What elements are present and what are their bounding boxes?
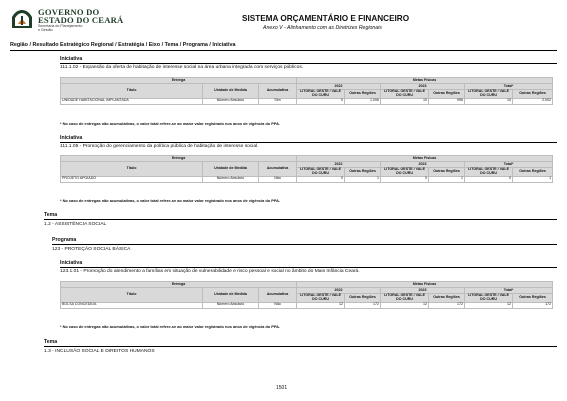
cell-value: 10: [381, 98, 429, 104]
header-2023: 2023: [381, 288, 465, 294]
header-outras: Outras Regiões: [345, 168, 381, 177]
header-2022: 2022: [297, 288, 381, 294]
header-metas-fisicas: Metas Físicas: [297, 78, 553, 84]
header-metas-fisicas: Metas Físicas: [297, 282, 553, 288]
breadcrumb: Região / Resultado Estratégico Regional / Estratégia / Eixo / Tema / Programa / Iniciativa: [10, 42, 236, 48]
header-acumulativa: Acumulativa: [259, 84, 297, 99]
header-titulo: Título: [61, 162, 203, 177]
tema-description: 1.2 - ASSISTÊNCIA SOCIAL: [44, 222, 107, 227]
cell-unidade: Número Absoluto: [203, 302, 259, 308]
cell-value: 0: [297, 176, 345, 182]
iniciativa-description: 111.1.02 - Expansão da oferta de habitação de interesse social na área urbana integrada com serviços públicos.: [60, 65, 304, 70]
divider: [60, 142, 557, 143]
programa-description: 123 - PROTEÇÃO SOCIAL BÁSICA: [52, 247, 131, 252]
header-litoral: LITORAL OESTE / VALE DO CURU: [465, 90, 513, 99]
header-outras: Outras Regiões: [429, 294, 465, 303]
cell-value: 1.006: [345, 98, 381, 104]
cell-titulo: BOLSA CONCEDIDA: [61, 302, 203, 308]
cell-value: 1: [345, 176, 381, 182]
header-unidade: Unidade de Medida: [203, 84, 259, 99]
cell-value: 12: [297, 302, 345, 308]
cell-value: 1: [429, 176, 465, 182]
table-row: [61, 302, 553, 308]
table-row: [61, 176, 553, 182]
page-number: 1501: [276, 385, 288, 391]
logo-secretaria: Secretaria do Planejamento: [38, 24, 83, 28]
header-entrega: Entrega: [61, 156, 297, 162]
page-subtitle: Anexo V - Alinhamento com as Diretrizes Regionais: [263, 25, 382, 31]
header-outras: Outras Regiões: [513, 294, 553, 303]
logo-text-line2: ESTADO DO CEARÁ: [38, 15, 124, 25]
tema-label: Tema: [44, 212, 58, 218]
ceara-emblem-icon: [10, 8, 34, 30]
cell-acumulativa: Não: [259, 302, 297, 308]
header-litoral: LITORAL OESTE / VALE DO CURU: [381, 294, 429, 303]
header-litoral: LITORAL OESTE / VALE DO CURU: [381, 168, 429, 177]
divider: [10, 50, 557, 51]
cell-value: 0: [297, 98, 345, 104]
programa-label: Programa: [52, 237, 77, 243]
cell-value: 172: [345, 302, 381, 308]
header-litoral: LITORAL OESTE / VALE DO CURU: [465, 168, 513, 177]
metas-fisicas-table: [60, 281, 553, 309]
cell-acumulativa: Sim: [259, 98, 297, 104]
cell-value: 1: [513, 176, 553, 182]
header-outras: Outras Regiões: [345, 294, 381, 303]
divider: [44, 346, 557, 347]
table-row: [61, 98, 553, 104]
cell-unidade: Número Absoluto: [203, 98, 259, 104]
cell-value: 12: [465, 302, 513, 308]
header-litoral: LITORAL OESTE / VALE DO CURU: [381, 90, 429, 99]
cell-value: 0: [381, 176, 429, 182]
cell-value: 10: [465, 98, 513, 104]
header-unidade: Unidade de Medida: [203, 288, 259, 303]
header-2023: 2023: [381, 84, 465, 90]
header-metas-fisicas: Metas Físicas: [297, 156, 553, 162]
header-outras: Outras Regiões: [513, 90, 553, 99]
iniciativa-description: 123.1.01 - Promoção do atendimento a famílias em situação de vulnerabilidade e risco pessoal e social no âmbito do Mais Infância Ceará.: [60, 269, 360, 274]
header-total: Total*: [465, 162, 553, 168]
header-entrega: Entrega: [61, 282, 297, 288]
header-litoral: LITORAL OESTE / VALE DO CURU: [297, 168, 345, 177]
header-titulo: Título: [61, 288, 203, 303]
table-footnote: * No caso de entregas não acumulativas, o valor total refere-se ao maior valor registrado nos anos de vigência do PPA.: [60, 198, 281, 203]
metas-fisicas-table: [60, 77, 553, 105]
table-footnote: * No caso de entregas não acumulativas, o valor total refere-se ao maior valor registrado nos anos de vigência do PPA.: [60, 121, 281, 126]
header-2023: 2023: [381, 162, 465, 168]
header-litoral: LITORAL OESTE / VALE DO CURU: [465, 294, 513, 303]
header-total: Total*: [465, 288, 553, 294]
divider: [60, 63, 557, 64]
iniciativa-label: Iniciativa: [60, 135, 83, 141]
logo-text-line1: GOVERNO DO: [38, 7, 100, 17]
tema-label: Tema: [44, 339, 58, 345]
cell-value: 0: [465, 176, 513, 182]
header-titulo: Título: [61, 84, 203, 99]
page-header: [10, 6, 557, 36]
header-outras: Outras Regiões: [429, 168, 465, 177]
header-total: Total*: [465, 84, 553, 90]
divider: [60, 267, 557, 268]
cell-value: 2.002: [513, 98, 553, 104]
iniciativa-label: Iniciativa: [60, 56, 83, 62]
header-litoral: LITORAL OESTE / VALE DO CURU: [297, 294, 345, 303]
page-title: SISTEMA ORÇAMENTÁRIO E FINANCEIRO: [242, 14, 410, 23]
government-logo: [10, 6, 130, 36]
table-footnote: * No caso de entregas não acumulativas, o valor total refere-se ao maior valor registrado nos anos de vigência do PPA.: [60, 324, 281, 329]
header-unidade: Unidade de Medida: [203, 162, 259, 177]
header-acumulativa: Acumulativa: [259, 162, 297, 177]
iniciativa-label: Iniciativa: [60, 260, 83, 266]
iniciativa-description: 111.1.05 - Promoção do gerenciamento da política pública de habitação de interesse social.: [60, 144, 259, 149]
cell-titulo: PROJETO APOIADO: [61, 176, 203, 182]
divider: [44, 219, 557, 220]
header-outras: Outras Regiões: [429, 90, 465, 99]
header-entrega: Entrega: [61, 78, 297, 84]
header-outras: Outras Regiões: [513, 168, 553, 177]
header-outras: Outras Regiões: [345, 90, 381, 99]
cell-value: 172: [513, 302, 553, 308]
header-2022: 2022: [297, 84, 381, 90]
cell-value: 12: [381, 302, 429, 308]
metas-fisicas-table: [60, 155, 553, 183]
cell-unidade: Número Absoluto: [203, 176, 259, 182]
logo-gestao: e Gestão: [38, 28, 53, 32]
divider: [52, 244, 557, 245]
cell-value: 996: [429, 98, 465, 104]
cell-acumulativa: Não: [259, 176, 297, 182]
cell-titulo: UNIDADE HABITACIONAL IMPLANTADA: [61, 98, 203, 104]
header-acumulativa: Acumulativa: [259, 288, 297, 303]
header-litoral: LITORAL OESTE / VALE DO CURU: [297, 90, 345, 99]
tema-description: 1.3 - INCLUSÃO SOCIAL E DIREITOS HUMANOS: [44, 349, 155, 354]
cell-value: 172: [429, 302, 465, 308]
header-2022: 2022: [297, 162, 381, 168]
